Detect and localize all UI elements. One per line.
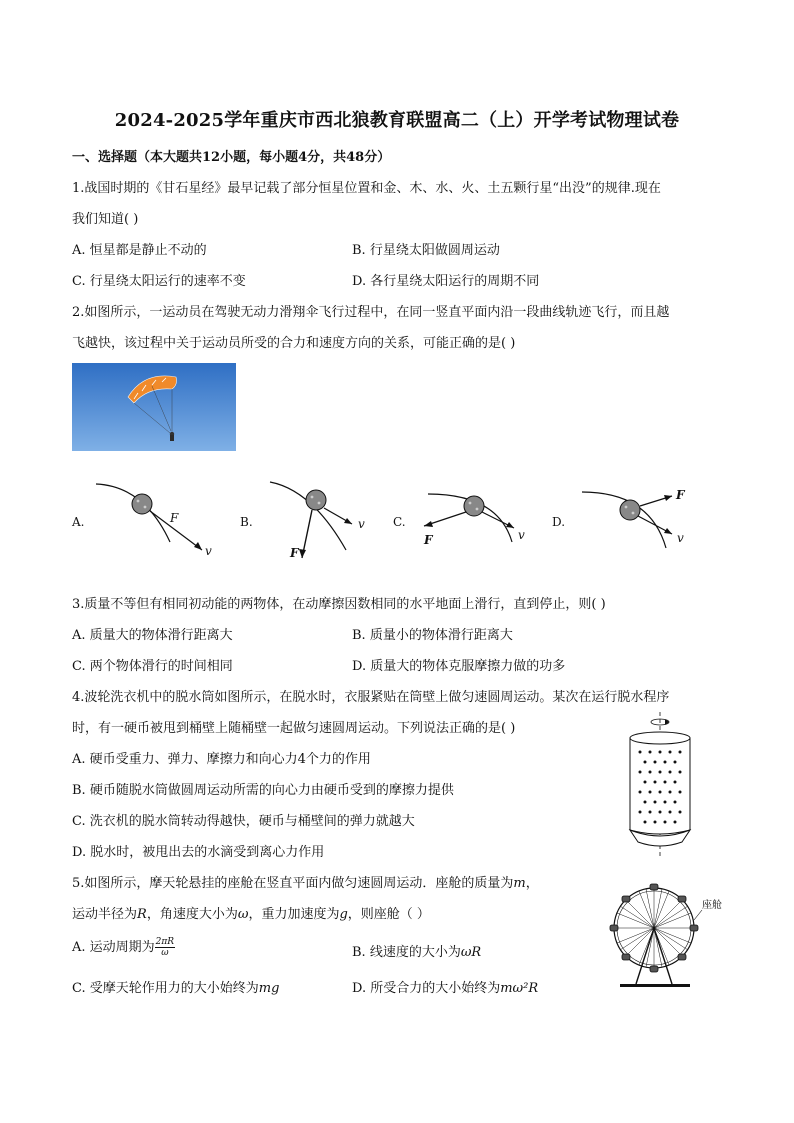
q4-option-d: D. 脱水时，被甩出去的水滴受到离心力作用 xyxy=(72,845,325,860)
q4-option-b: B. 硬币随脱水筒做圆周运动所需的向心力由硬币受到的摩擦力提供 xyxy=(72,783,454,798)
q5-text-c: ，重力加速度为 xyxy=(248,907,340,922)
q5-omega-symbol: ω xyxy=(237,907,249,922)
q3-option-c: C. 两个物体滑行的时间相同 xyxy=(72,659,233,674)
fraction-denominator: ω xyxy=(161,948,169,958)
q2-diagram-b xyxy=(262,478,372,568)
q2-a-velocity-label: v xyxy=(205,544,212,558)
q2-d-force-label: F xyxy=(676,488,685,502)
q1-option-b: B. 行星绕太阳做圆周运动 xyxy=(352,243,500,258)
cabin-label: 座舱 xyxy=(702,900,722,911)
q4-stem-line2: 时，有一硬币被甩到桶壁上随桶壁一起做匀速圆周运动。下列说法正确的是( ) xyxy=(72,721,516,736)
q2-label-c: C. xyxy=(393,515,406,529)
q5-option-a-text: A. 运动周期为 xyxy=(72,940,155,955)
q5-option-c-math: mg xyxy=(258,981,280,996)
q5-radius-symbol: R xyxy=(137,907,147,922)
q1-stem-line2: 我们知道( ) xyxy=(72,212,139,227)
fraction-numerator: 2πR xyxy=(155,937,175,947)
q2-a-force-label: F xyxy=(170,511,179,525)
q2-c-velocity-label: v xyxy=(518,528,525,542)
q3-option-d: D. 质量大的物体克服摩擦力做的功多 xyxy=(352,659,566,674)
q3-option-a: A. 质量大的物体滑行距离大 xyxy=(72,628,233,643)
q2-b-force-label: F xyxy=(290,546,299,560)
q2-c-force-label: F xyxy=(424,533,433,547)
q2-label-a: A. xyxy=(72,515,85,529)
q5-stem-line2 xyxy=(72,903,430,922)
q4-option-c: C. 洗衣机的脱水筒转动得越快，硬币与桶壁间的弹力就越大 xyxy=(72,814,415,829)
q5-option-c-text: C. 受摩天轮作用力的大小始终为 xyxy=(72,981,259,996)
ferris-wheel-figure xyxy=(598,880,718,992)
q5-text-b: ，角速度大小为 xyxy=(146,907,238,922)
q4-stem-line1: 4.波轮洗衣机中的脱水筒如图所示，在脱水时，衣服紧贴在筒壁上做匀速圆周运动。某次在运行脱水程序 xyxy=(72,690,670,705)
q2-b-velocity-label: v xyxy=(358,517,365,531)
q5-option-c xyxy=(72,977,279,996)
q2-label-b: B. xyxy=(240,515,253,529)
q3-stem: 3.质量不等但有相同初动能的两物体，在动摩擦因数相同的水平地面上滑行，直到停止，则( ) xyxy=(72,597,606,612)
q5-text-a: 运动半径为 xyxy=(72,907,138,922)
q2-stem-line2: 飞越快，该过程中关于运动员所受的合力和速度方向的关系，可能正确的是( ) xyxy=(72,336,516,351)
q5-mass-symbol: m xyxy=(513,876,526,891)
q3-option-b: B. 质量小的物体滑行距离大 xyxy=(352,628,513,643)
q5-stem-line1: 5.如图所示，摩天轮悬挂的座舱在竖直平面内做匀速圆周运动．座舱的质量为m， xyxy=(72,876,539,891)
q5-option-b-math: ωR xyxy=(460,945,482,960)
q1-option-c: C. 行星绕太阳运行的速率不变 xyxy=(72,274,246,289)
section-heading: 一、选择题（本大题共12小题，每小题4分，共48分） xyxy=(72,150,391,165)
q5-option-a xyxy=(72,936,175,958)
paraglider-photo xyxy=(72,363,236,451)
spin-drum-figure xyxy=(618,712,702,858)
q5-option-d-math: mω²R xyxy=(500,981,539,996)
q5-option-d xyxy=(352,977,538,996)
q5-stem-text1: 5.如图所示，摩天轮悬挂的座舱在竖直平面内做匀速圆周运动．座舱的质量为 xyxy=(72,876,514,891)
q2-diagram-c xyxy=(418,484,538,554)
q5-option-b-text: B. 线速度的大小为 xyxy=(352,945,461,960)
q1-option-d: D. 各行星绕太阳运行的周期不同 xyxy=(352,274,540,289)
q5-option-b xyxy=(352,941,481,960)
q5-text-d: ，则座舱（ ） xyxy=(347,907,430,922)
page-title: 2024-2025学年重庆市西北狼教育联盟高二（上）开学考试物理试卷 xyxy=(114,110,680,131)
q4-option-a: A. 硬币受重力、弹力、摩擦力和向心力4个力的作用 xyxy=(72,752,371,767)
q2-label-d: D. xyxy=(552,515,566,529)
q5-option-d-text: D. 所受合力的大小始终为 xyxy=(352,981,501,996)
q1-option-a: A. 恒星都是静止不动的 xyxy=(72,243,207,258)
q1-stem-line1: 1.战国时期的《甘石星经》最早记载了部分恒星位置和金、木、水、火、土五颗行星“出没”的规律.现在 xyxy=(72,181,661,196)
q2-d-velocity-label: v xyxy=(677,531,684,545)
q5-g-symbol: g xyxy=(339,907,348,922)
q2-diagram-a xyxy=(72,480,222,560)
q2-stem-line1: 2.如图所示，一运动员在驾驶无动力滑翔伞飞行过程中，在同一竖直平面内沿一段曲线轨迹飞行，而且越 xyxy=(72,305,670,320)
q5-option-a-fraction xyxy=(155,937,175,958)
